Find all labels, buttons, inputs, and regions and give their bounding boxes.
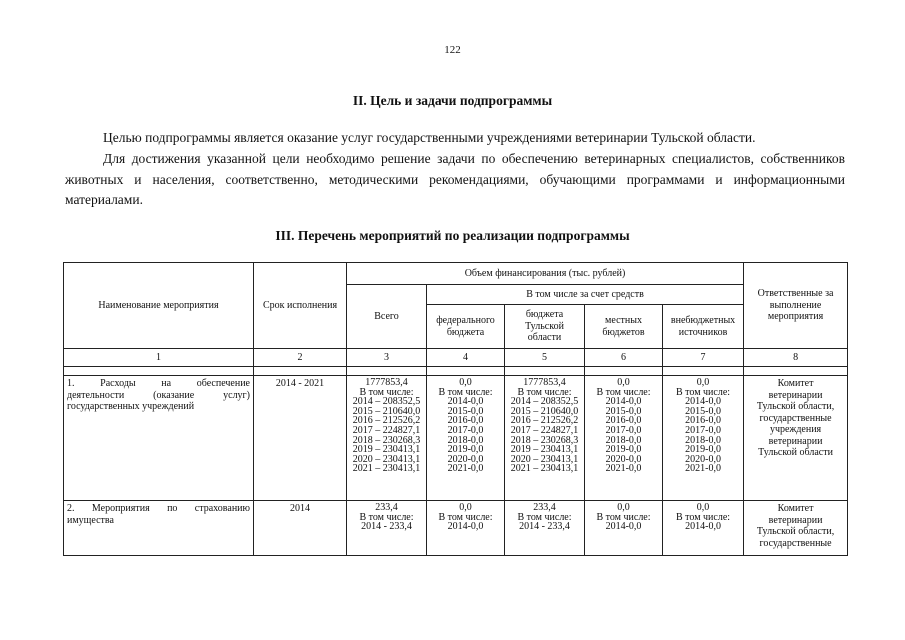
local-cell bbox=[585, 501, 663, 556]
cell-line: 2019 – 230413,1 bbox=[510, 444, 579, 456]
cell-line: 0,0 bbox=[459, 502, 472, 513]
cell-line: 2014-0,0 bbox=[447, 521, 484, 533]
goal-paragraph: Целью подпрограммы является оказание услуг государственными учреждениями ветеринарии Тульской области. bbox=[103, 130, 756, 145]
cell-line: 2017 – 224827,1 bbox=[352, 424, 421, 436]
cell-line: 0,0 bbox=[696, 502, 710, 513]
cell-line: Тульской области bbox=[758, 447, 833, 458]
measure-name-cell bbox=[64, 376, 254, 501]
column-number: 5 bbox=[505, 349, 585, 367]
cell-line: ветеринарии bbox=[768, 435, 823, 447]
cell-line: 2015-0,0 bbox=[447, 405, 484, 417]
regional-cell bbox=[505, 376, 585, 501]
cell-line: В том числе: bbox=[438, 386, 493, 398]
column-number: 4 bbox=[427, 349, 505, 367]
cell-line: 2015-0,0 bbox=[605, 405, 642, 417]
cell-line: В том числе: bbox=[359, 511, 414, 523]
cell-line: 2014 – 208352,5 bbox=[352, 396, 421, 408]
cell-line: 2021-0,0 bbox=[447, 463, 484, 475]
measure-name-line: деятельности (оказание услуг) bbox=[67, 389, 250, 401]
responsible-cell bbox=[744, 501, 848, 556]
responsible-cell bbox=[744, 376, 848, 501]
cell-line: 2014-0,0 bbox=[685, 396, 721, 408]
cell-line: 2014-0,0 bbox=[447, 396, 484, 408]
term-cell: 2014 - 2021 bbox=[254, 376, 347, 501]
cell-line: 2018-0,0 bbox=[605, 434, 642, 446]
header-federal: федерального бюджета bbox=[427, 305, 505, 349]
cell-line: В том числе: bbox=[517, 511, 572, 523]
cell-line: 2019-0,0 bbox=[447, 444, 484, 456]
cell-line: 1777853,4 bbox=[365, 377, 408, 388]
cell-line: В том числе: bbox=[675, 511, 731, 523]
cell-line: 2016-0,0 bbox=[605, 415, 642, 427]
tasks-paragraph: Для достижения указанной цели необходимо решение задачи по обеспечению ветеринарных специалистов, собственников животных и населения, соответственно, методическими рекомендациями, обучающими программами и информационными материалами. bbox=[65, 151, 845, 207]
cell-line: 2016-0,0 bbox=[685, 415, 721, 427]
cell-line: 0,0 bbox=[459, 377, 472, 388]
header-total: Всего bbox=[347, 285, 427, 349]
cell-line: государственные bbox=[759, 412, 832, 424]
cell-line: 2019-0,0 bbox=[685, 444, 721, 456]
cell-line: 2014-0,0 bbox=[605, 396, 642, 408]
cell-line: 1777853,4 bbox=[523, 377, 566, 388]
header-local: местных бюджетов bbox=[585, 305, 663, 349]
column-number: 2 bbox=[254, 349, 347, 367]
section-2-title: II. Цель и задачи подпрограммы bbox=[352, 93, 553, 108]
header-funding: Объем финансирования (тыс. рублей) bbox=[347, 263, 744, 285]
extrabudget-cell bbox=[663, 501, 744, 556]
cell-line: 2020-0,0 bbox=[605, 453, 642, 465]
header-separator bbox=[64, 367, 848, 376]
cell-line: 2014 - 233,4 bbox=[519, 521, 570, 533]
cell-line: ветеринарии bbox=[768, 514, 823, 526]
cell-line: Комитет bbox=[777, 378, 814, 389]
extrabudget-cell bbox=[663, 376, 744, 501]
cell-line: 2018 – 230268,3 bbox=[352, 434, 421, 446]
cell-line: 0,0 bbox=[617, 377, 630, 388]
header-extrabudget: внебюджетных источников bbox=[663, 305, 744, 349]
cell-line: 2015 – 210640,0 bbox=[352, 405, 421, 417]
cell-line: 2017-0,0 bbox=[447, 424, 484, 436]
cell-line: 0,0 bbox=[696, 377, 710, 388]
cell-line: 2018 – 230268,3 bbox=[510, 434, 579, 446]
regional-cell bbox=[505, 501, 585, 556]
cell-line: 233,4 bbox=[533, 502, 556, 513]
cell-line: 233,4 bbox=[375, 502, 398, 513]
measure-name-line: 1. Расходы на обеспечение bbox=[67, 378, 250, 389]
cell-line: 2021 – 230413,1 bbox=[352, 463, 421, 475]
cell-line: 2017-0,0 bbox=[605, 424, 642, 436]
page-number: 122 bbox=[444, 44, 461, 56]
cell-line: 2020-0,0 bbox=[685, 453, 721, 465]
local-cell bbox=[585, 376, 663, 501]
cell-line: 2016-0,0 bbox=[447, 415, 484, 427]
column-number: 8 bbox=[744, 349, 848, 367]
cell-line: 2021-0,0 bbox=[605, 463, 642, 475]
table-row bbox=[64, 376, 848, 501]
total-cell bbox=[347, 376, 427, 501]
cell-line: В том числе: bbox=[517, 386, 572, 398]
header-including: В том числе за счет средств bbox=[427, 285, 744, 305]
cell-line: 2017 – 224827,1 bbox=[510, 424, 579, 436]
header-regional: бюджета Тульской области bbox=[505, 305, 585, 349]
measures-table bbox=[63, 262, 848, 556]
measure-name-line: имущества bbox=[67, 514, 114, 526]
cell-line: 2014 – 208352,5 bbox=[510, 396, 579, 408]
cell-line: В том числе: bbox=[596, 386, 651, 398]
cell-line: В том числе: bbox=[359, 386, 414, 398]
cell-line: 2020 – 230413,1 bbox=[510, 453, 579, 465]
cell-line: Тульской области, bbox=[756, 401, 835, 412]
header-responsible: Ответственные за выполнение мероприятия bbox=[744, 263, 848, 349]
cell-line: 2021 – 230413,1 bbox=[510, 463, 579, 475]
column-number: 1 bbox=[64, 349, 254, 367]
measure-name-line: государственных учреждений bbox=[67, 401, 195, 412]
federal-cell bbox=[427, 501, 505, 556]
cell-line: В том числе: bbox=[596, 511, 651, 523]
cell-line: В том числе: bbox=[438, 511, 493, 523]
cell-line: 2017-0,0 bbox=[685, 424, 721, 436]
cell-line: 2019 – 230413,1 bbox=[352, 444, 421, 456]
cell-line: государственные bbox=[759, 537, 832, 549]
cell-line: В том числе: bbox=[675, 386, 731, 398]
cell-line: 2015 – 210640,0 bbox=[510, 405, 579, 417]
cell-line: 2016 – 212526,2 bbox=[510, 415, 579, 427]
cell-line: учреждения bbox=[769, 424, 822, 435]
header-term: Срок исполнения bbox=[254, 263, 347, 349]
section-3-title: III. Перечень мероприятий по реализации подпрограммы bbox=[275, 228, 630, 243]
cell-line: Тульской области, bbox=[756, 526, 835, 537]
cell-line: 2021-0,0 bbox=[685, 463, 721, 475]
cell-line: 2020 – 230413,1 bbox=[352, 453, 421, 465]
federal-cell bbox=[427, 376, 505, 501]
cell-line: 2018-0,0 bbox=[685, 434, 721, 446]
table-row bbox=[64, 501, 848, 556]
cell-line: 2014 - 233,4 bbox=[361, 521, 412, 533]
cell-line: 2019-0,0 bbox=[605, 444, 642, 456]
column-number: 6 bbox=[585, 349, 663, 367]
column-number: 3 bbox=[347, 349, 427, 367]
cell-line: ветеринарии bbox=[768, 389, 823, 401]
cell-line: 2018-0,0 bbox=[447, 434, 484, 446]
cell-line: 2014-0,0 bbox=[605, 521, 642, 533]
cell-line: 2015-0,0 bbox=[685, 405, 721, 417]
cell-line: 2016 – 212526,2 bbox=[352, 415, 421, 427]
column-number: 7 bbox=[663, 349, 744, 367]
header-name: Наименование мероприятия bbox=[64, 263, 254, 349]
column-number-row bbox=[64, 349, 848, 367]
cell-line: 2020-0,0 bbox=[447, 453, 484, 465]
cell-line: Комитет bbox=[777, 503, 814, 514]
measure-name-line: 2. Мероприятия по страхованию bbox=[67, 503, 250, 514]
measure-name-cell bbox=[64, 501, 254, 556]
total-cell bbox=[347, 501, 427, 556]
cell-line: 2014-0,0 bbox=[685, 521, 721, 533]
term-cell: 2014 bbox=[254, 501, 347, 556]
cell-line: 0,0 bbox=[617, 502, 630, 513]
